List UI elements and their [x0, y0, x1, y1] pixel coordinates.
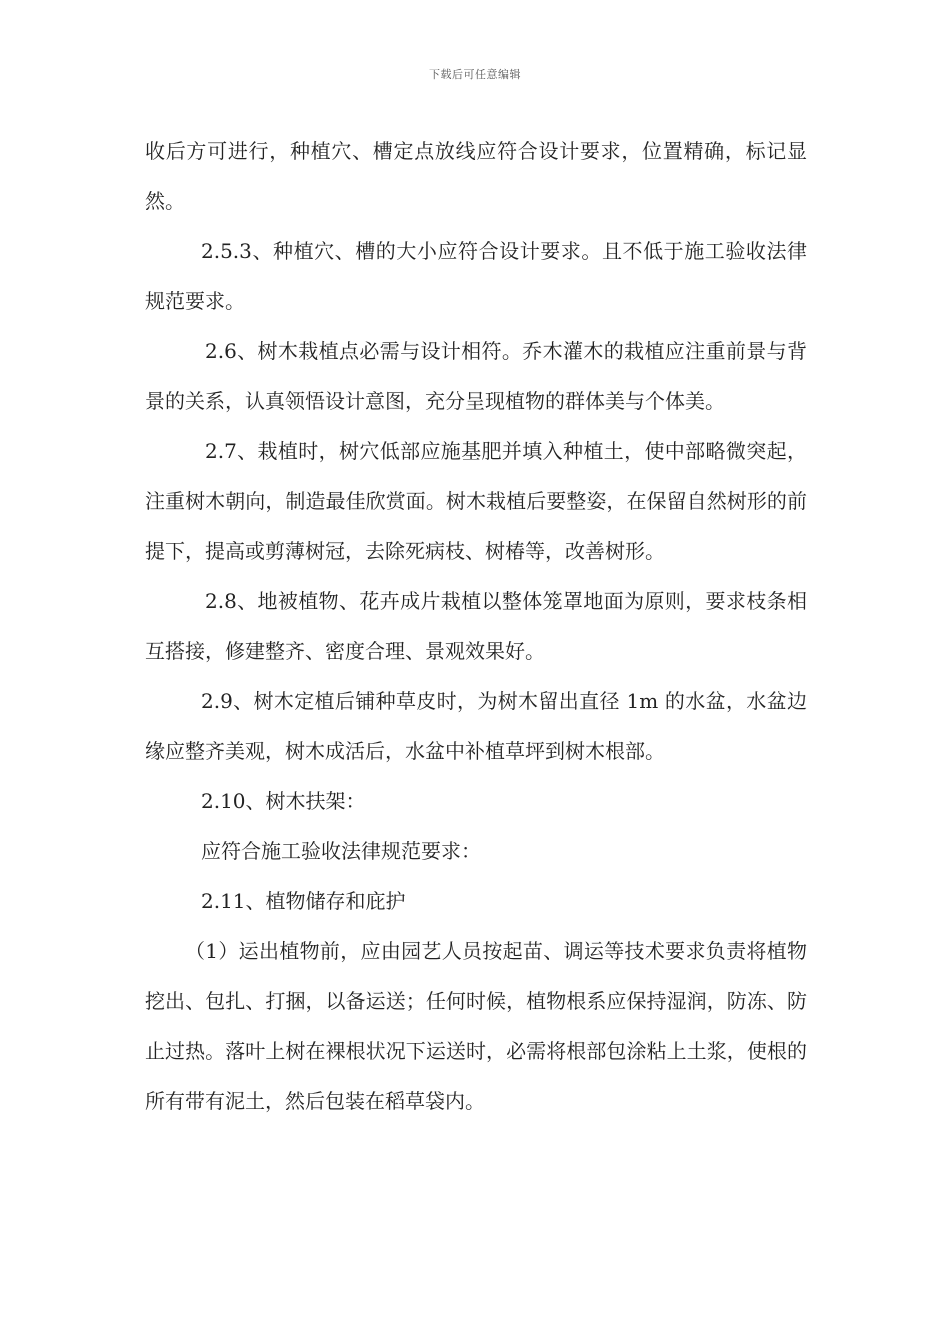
paragraph-2-8: 2.8、地被植物、花卉成片栽植以整体笼罩地面为原则，要求枝条相互搭接，修建整齐、密度合理、景观效果好。: [145, 589, 807, 663]
paragraph-2-6: 2.6、树木栽植点必需与设计相符。乔木灌木的栽植应注重前景与背景的关系，认真领悟设计意图，充分呈现植物的群体美与个体美。: [145, 339, 807, 413]
paragraph-2-9: 2.9、树木定植后铺种草皮时，为树木留出直径 1m 的水盆，水盆边缘应整齐美观，树木成活后，水盆中补植草坪到树木根部。: [145, 689, 807, 763]
paragraph-2-11-heading: 2.11、植物储存和庇护: [201, 889, 406, 913]
paragraph-2-5-3: 2.5.3、种植穴、槽的大小应符合设计要求。且不低于施工验收法律规范要求。: [145, 239, 807, 313]
paragraph-2-10-heading: 2.10、树木扶架：: [201, 789, 366, 813]
paragraph-2-11-item-1: （1）运出植物前，应由园艺人员按起苗、调运等技术要求负责将植物挖出、包扎、打捆，以备运送；任何时候，植物根系应保持湿润，防冻、防止过热。落叶上树在裸根状况下运送时，必需将根部包涂粘上土浆，使根的所有带有泥土，然后包装在稻草袋内。: [145, 939, 807, 1113]
page-header-note: 下载后可任意编辑: [429, 68, 521, 81]
paragraph-2-7: 2.7、栽植时，树穴低部应施基肥并填入种植土，使中部略微突起，注重树木朝向，制造最佳欣赏面。树木栽植后要整姿，在保留自然树形的前提下，提高或剪薄树冠，去除死病枝、树椿等，改善树形。: [145, 439, 807, 563]
document-body: [145, 126, 807, 1126]
paragraph-continuation: 收后方可进行，种植穴、槽定点放线应符合设计要求，位置精确，标记显然。: [145, 139, 807, 213]
paragraph-2-10-body: 应符合施工验收法律规范要求：: [201, 839, 481, 863]
